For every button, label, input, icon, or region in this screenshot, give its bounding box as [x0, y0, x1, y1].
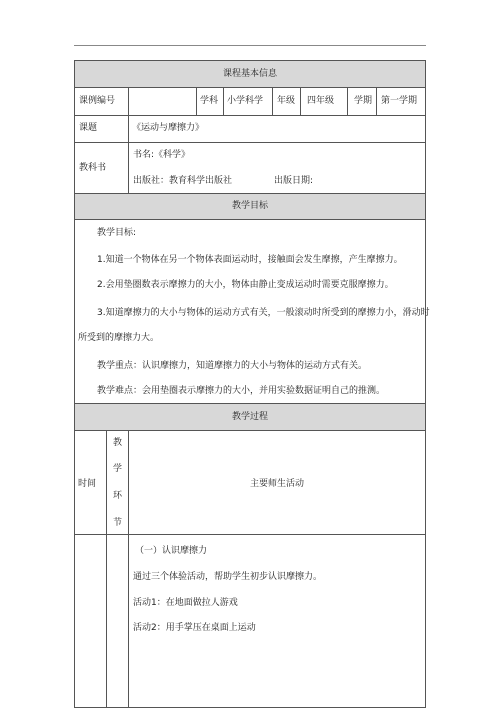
goal-item-3-line2: 所受到的摩擦力大。 — [78, 333, 160, 343]
lesson-table — [74, 60, 426, 708]
grade-value: 四年级 — [307, 96, 335, 106]
activity-label: 主要师生活动 — [249, 479, 304, 489]
subject-label: 学科 — [200, 96, 219, 106]
header-rule — [74, 45, 426, 46]
difficulty: 教学难点：会用垫圈表示摩擦力的大小，并用实验数据证明自己的推测。 — [97, 386, 386, 396]
topic-label: 课题 — [79, 123, 98, 133]
stage-char-4: 节 — [112, 518, 122, 528]
grade-label: 年级 — [277, 96, 296, 106]
goals-title: 教学目标 — [231, 201, 268, 211]
section-1-heading: （一）认识摩擦力 — [135, 546, 208, 556]
textbook-label: 教科书 — [79, 163, 107, 173]
goal-item-2: 2.会用垫圈数表示摩擦力的大小，物体由静止变成运动时需要克服摩擦力。 — [97, 280, 394, 290]
stage-char-3: 环 — [112, 491, 122, 501]
lesson-no-label: 课例编号 — [79, 96, 116, 106]
goal-item-1: 1.知道一个物体在另一个物体表面运动时，接触面会发生摩擦，产生摩擦力。 — [97, 255, 403, 265]
basic-info-title: 课程基本信息 — [222, 69, 277, 79]
process-line-2: 活动1：在地面做拉人游戏 — [133, 598, 238, 608]
book-name: 书名:《科学》 — [133, 150, 191, 160]
process-title: 教学过程 — [231, 412, 268, 422]
time-label: 时间 — [78, 479, 97, 489]
publisher: 出版社：教育科学出版社 — [133, 176, 233, 186]
process-line-3: 活动2：用手掌压在桌面上运动 — [133, 623, 256, 633]
subject-value: 小学科学 — [227, 96, 264, 106]
process-line-1: 通过三个体验活动，帮助学生初步认识摩擦力。 — [133, 572, 323, 582]
stage-char-2: 学 — [112, 464, 122, 474]
term-label: 学期 — [354, 96, 373, 106]
key-point: 教学重点：认识摩擦力，知道摩擦力的大小与物体的运动方式有关。 — [97, 361, 368, 371]
goals-intro: 教学目标: — [97, 228, 137, 238]
goal-item-3-line1: 3.知道摩擦力的大小与物体的运动方式有关，一般滚动时所受到的摩擦力小，滑动时 — [97, 308, 430, 318]
pub-date: 出版日期: — [274, 176, 314, 186]
topic-value: 《运动与摩擦力》 — [132, 123, 205, 133]
stage-char-1: 教 — [112, 438, 122, 448]
term-value: 第一学期 — [381, 96, 418, 106]
